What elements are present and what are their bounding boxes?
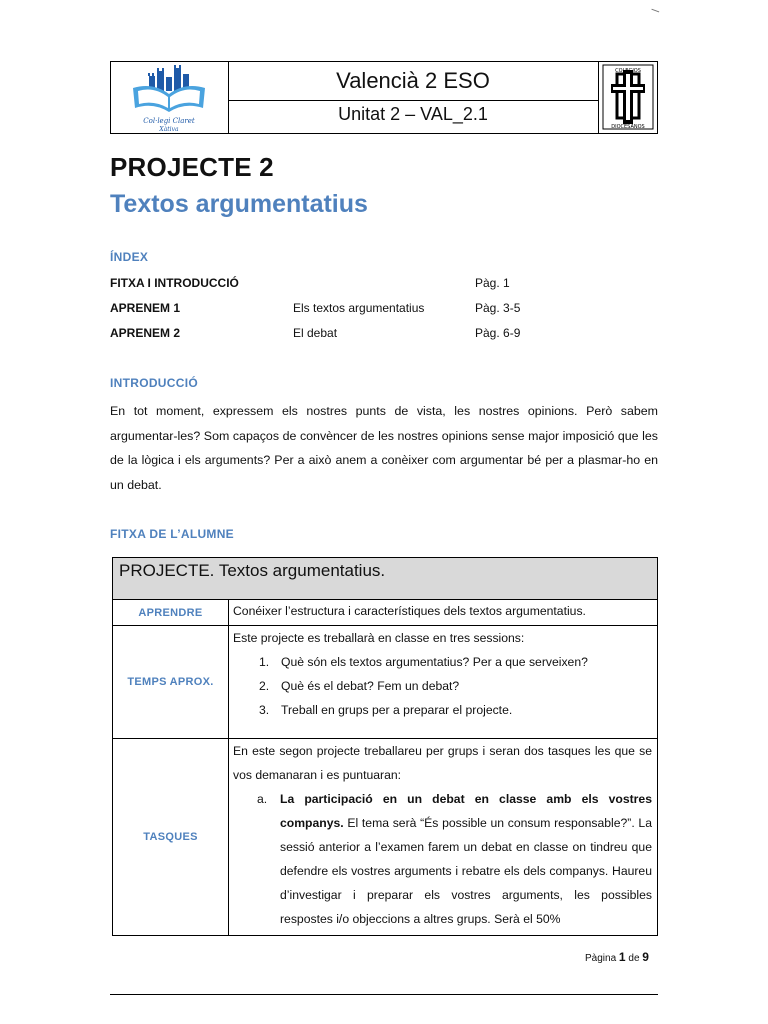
diocesan-cross-logo-icon <box>599 62 658 133</box>
page-corner-mark <box>651 9 660 15</box>
index-pages: Pàg. 3-5 <box>475 301 521 315</box>
index-row <box>110 326 658 344</box>
index-pages: Pàg. 1 <box>475 276 510 290</box>
page-subtitle: Textos argumentatius <box>110 190 368 218</box>
course-title: Valencià 2 ESO <box>336 68 490 93</box>
introduction-text: En tot moment, expressem els nostres punts de vista, les nostres opinions. Però sabem argumentar-les? Som capaços de convèncer de les nostres opinions sense major imposició que les de la lògica i els arguments? Per a això anem a conèixer com argumentar bé per a plasmar-ho en un debat. <box>110 404 658 492</box>
table-header <box>113 558 657 600</box>
diocesan-logo <box>598 62 658 133</box>
task-item-bold: La participació en un debat en classe amb els vostres companys. <box>280 792 652 830</box>
document-header <box>110 61 658 134</box>
index-row <box>110 301 658 319</box>
svg-text:COLEGIOS: COLEGIOS <box>615 68 641 74</box>
index-pages: Pàg. 6-9 <box>475 326 521 340</box>
task-item-a <box>233 787 652 931</box>
table-title: PROJECTE. Textos argumentatius. <box>119 561 386 580</box>
svg-text:Xàtiva: Xàtiva <box>159 126 179 133</box>
row-label: TASQUES <box>113 739 229 935</box>
session-list <box>233 650 652 722</box>
task-item-marker: a. <box>257 792 268 806</box>
list-item: 3. Treball en grups per a preparar el projecte. <box>259 703 513 717</box>
tasks-intro: En este segon projecte treballareu per grups i seran dos tasques les que se vos demanaran i es puntuaran: <box>233 744 652 782</box>
student-sheet-heading: FITXA DE L’ALUMNE <box>110 527 234 541</box>
row-label: APRENDRE <box>113 600 229 625</box>
introduction-heading: INTRODUCCIÓ <box>110 376 198 390</box>
index-topic: Els textos argumentatius <box>293 301 425 315</box>
table-row-learn <box>113 600 657 626</box>
footer-divider <box>110 994 658 995</box>
index-row <box>110 276 658 294</box>
list-item: 1. Què són els textos argumentatius? Per a que serveixen? <box>259 655 588 669</box>
row-label: TEMPS APROX. <box>113 626 229 738</box>
index-section: APRENEM 1 <box>110 301 181 315</box>
task-item-text: El tema serà “És possible un consum responsable?”. La sessió anterior a l’examen farem un debat en classe on tindreu que defendre els vostres arguments i rebatre els dels companys. Haureu d’investigar i preparar els vostres arguments, les possibles respostes i/o objeccions a altres grups. Serà el 50% <box>280 816 652 926</box>
book-castle-logo-icon <box>111 62 228 133</box>
school-logo <box>111 62 229 133</box>
index-heading: ÍNDEX <box>110 250 149 264</box>
student-sheet-table <box>112 557 658 936</box>
page-title: PROJECTE 2 <box>110 152 274 182</box>
row-content: Conéixer l’estructura i característiques dels textos argumentatius. <box>233 604 586 618</box>
unit-title: Unitat 2 – VAL_2.1 <box>338 104 488 124</box>
list-item: 2. Què és el debat? Fem un debat? <box>259 679 460 693</box>
time-intro: Este projecte es treballarà en classe en tres sessions: <box>233 631 525 645</box>
table-row-tasks <box>113 739 657 935</box>
svg-text:DIOCESANOS: DIOCESANOS <box>611 124 645 130</box>
index-topic: El debat <box>293 326 338 340</box>
index-section: FITXA I INTRODUCCIÓ <box>110 276 239 290</box>
index-section: APRENEM 2 <box>110 326 181 340</box>
header-title-cell <box>228 62 598 133</box>
header-divider <box>228 100 598 101</box>
table-row-time <box>113 626 657 739</box>
page-number: Pàgina 1 de 9 <box>585 950 649 964</box>
row-content <box>233 739 652 931</box>
logo-text: Col·legi Claret <box>143 117 195 125</box>
row-content <box>233 626 652 722</box>
